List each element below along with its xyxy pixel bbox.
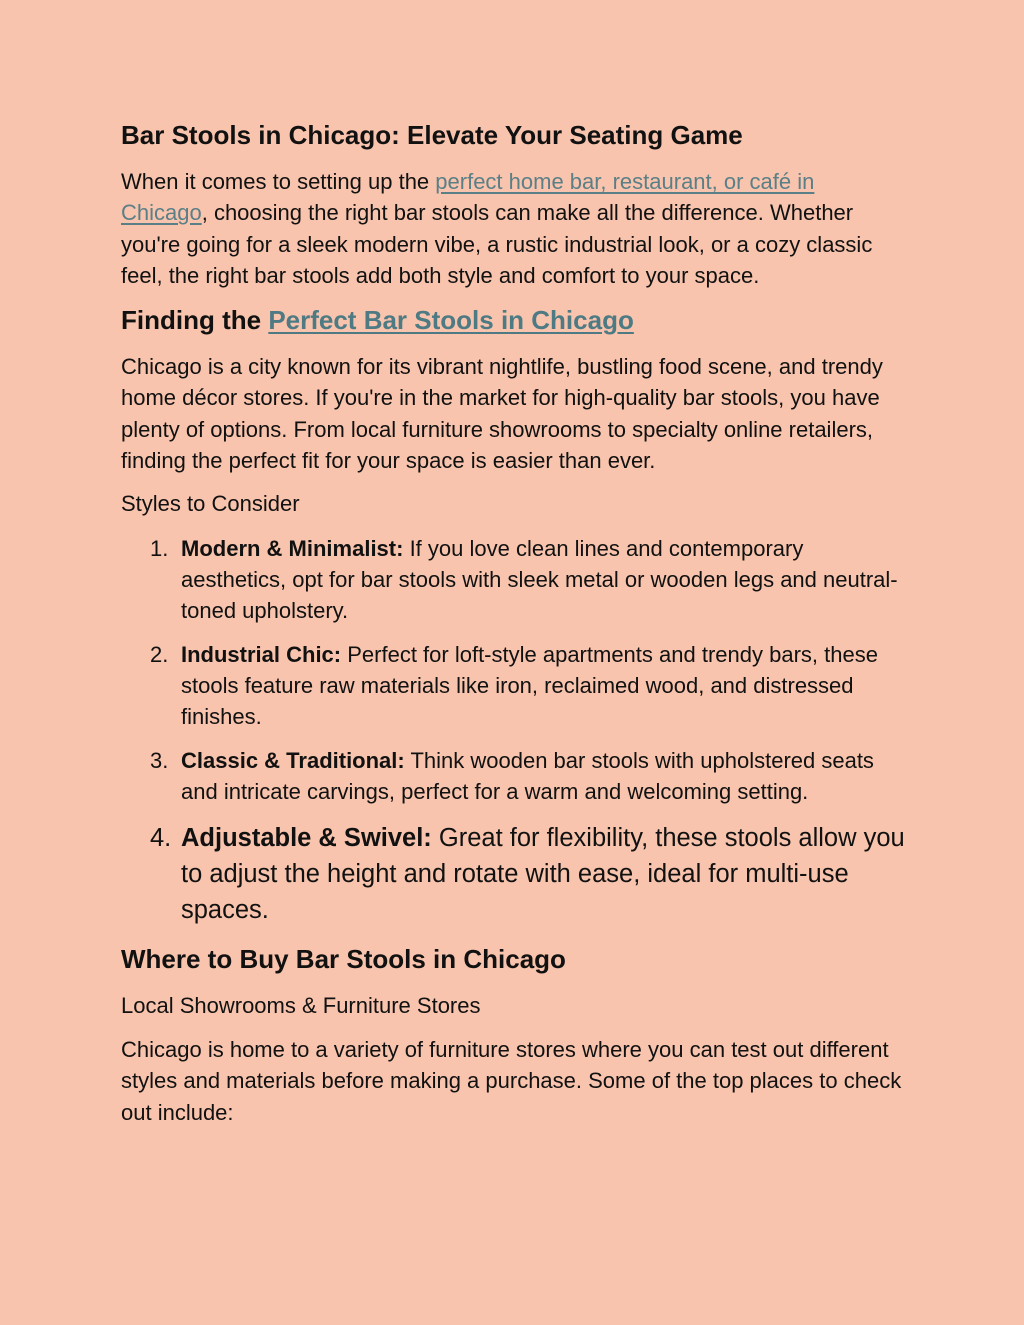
where-heading: Where to Buy Bar Stools in Chicago [121, 943, 566, 974]
list-item-text: Perfect for loft-style apartments and trendy bars, these stools feature raw materials like iron, reclaimed wood, and distressed finishes. [181, 641, 878, 729]
finding-heading-prefix: Finding the [121, 305, 269, 336]
intro-link[interactable]: perfect home bar, restaurant, or café in Chicago [121, 169, 815, 226]
where-paragraph: Chicago is home to a variety of furniture stores where you can test out different styles and materials before making a purchase. Some of the top places to check out include: [121, 1036, 902, 1125]
list-item [121, 639, 906, 732]
where-subheading: Local Showrooms & Furniture Stores [121, 992, 481, 1018]
list-item [121, 820, 906, 928]
finding-heading-link[interactable]: Perfect Bar Stools in Chicago [268, 305, 634, 336]
list-item [121, 745, 906, 807]
intro-paragraph [121, 166, 906, 291]
finding-heading [121, 303, 906, 337]
page-title: Bar Stools in Chicago: Elevate Your Seating Game [121, 120, 743, 150]
list-item-term: Modern & Minimalist: [181, 535, 404, 561]
list-item-text: Great for flexibility, these stools allow you to adjust the height and rotate with ease, ideal for multi-use spaces. [181, 823, 905, 924]
list-item [121, 533, 906, 626]
styles-subheading: Styles to Consider [121, 491, 300, 517]
list-item-term: Classic & Traditional: [181, 747, 405, 773]
list-item-number: 3. [150, 747, 169, 773]
list-item-number: 1. [150, 535, 169, 561]
list-item-number: 2. [150, 641, 169, 667]
intro-text-after: , choosing the right bar stools can make all the difference. Whether you're going for a sleek modern vibe, a rustic industrial look, or a cozy classic feel, the right bar stools add both style and comfort to your space. [121, 200, 873, 288]
list-item-text: Think wooden bar stools with upholstered seats and intricate carvings, perfect for a warm and welcoming setting. [181, 747, 874, 804]
intro-text-before: When it comes to setting up the [121, 169, 436, 194]
list-item-term: Industrial Chic: [181, 641, 342, 667]
list-item-text: If you love clean lines and contemporary aesthetics, opt for bar stools with sleek metal or wooden legs and neutral-toned upholstery. [181, 535, 898, 623]
list-item-number: 4. [150, 823, 172, 852]
finding-paragraph: Chicago is a city known for its vibrant nightlife, bustling food scene, and trendy home décor stores. If you're in the market for high-quality bar stools, you have plenty of options. From local furniture showrooms to specialty online retailers, finding the perfect fit for your space is easier than ever. [121, 354, 883, 474]
list-item-term: Adjustable & Swivel: [181, 823, 432, 852]
styles-list [121, 533, 906, 928]
